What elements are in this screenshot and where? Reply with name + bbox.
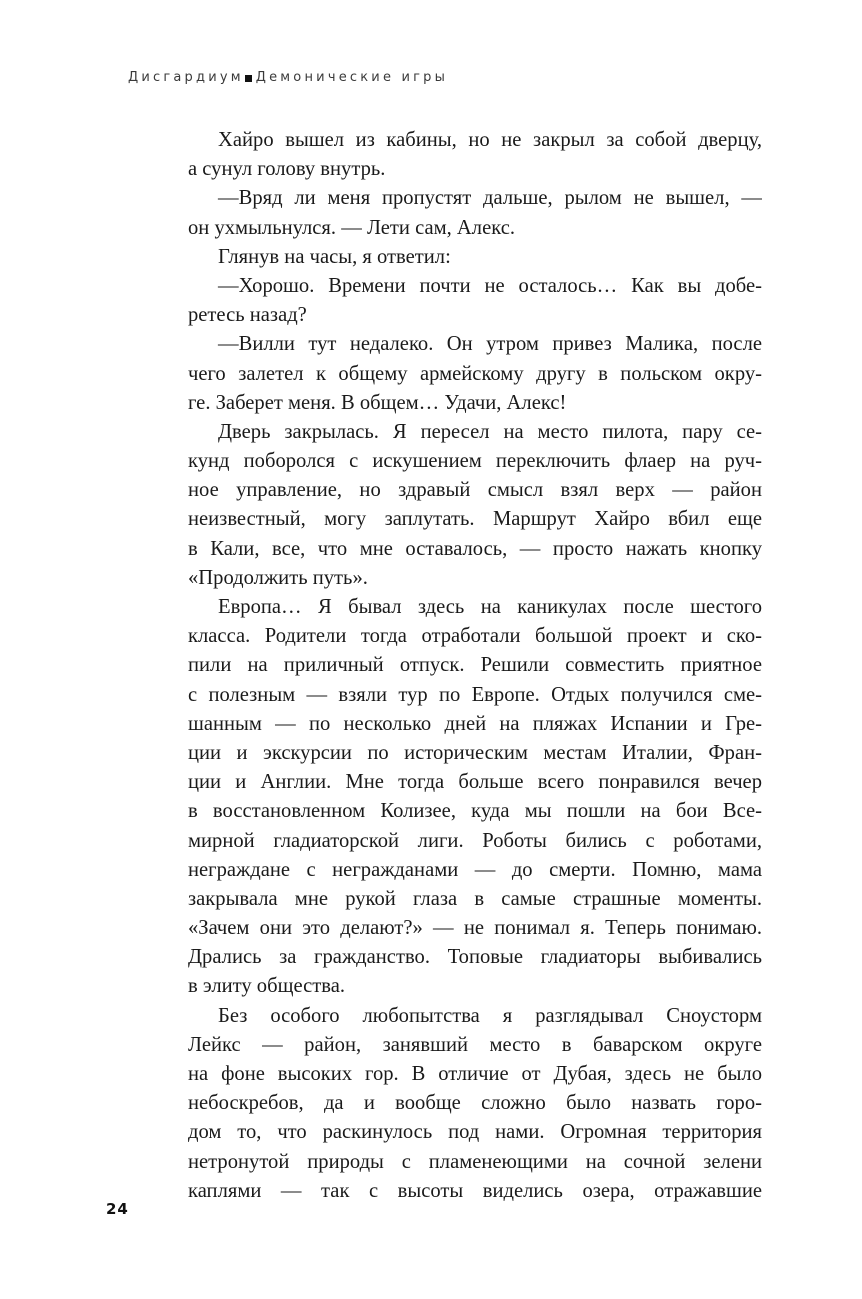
text-line: Дверь закрылась. Я пересел на место пилота, пару се- <box>218 420 762 443</box>
text-line: закрывала мне рукой глаза в самые страшные моменты. <box>188 887 762 910</box>
page-body-text <box>188 126 762 1206</box>
text-line: в элиту общества. <box>188 975 345 998</box>
text-line: —Хорошо. Времени почти не осталось… Как вы добе- <box>218 274 762 297</box>
text-line: ное управление, но здравый смысл взял верх — район <box>188 479 762 502</box>
text-line: в Кали, все, что мне оставалось, — просто нажать кнопку <box>188 537 762 560</box>
text-line: класса. Родители тогда отработали большой проект и ско- <box>188 625 762 648</box>
text-line: чего залетел к общему армейскому другу в польском окру- <box>188 362 762 385</box>
text-line: на фоне высоких гор. В отличие от Дубая, здесь не было <box>188 1063 762 1085</box>
text-line: неизвестный, могу заплутать. Маршрут Хайро вбил еще <box>188 508 762 531</box>
text-line: ции и Англии. Мне тогда больше всего понравился вечер <box>188 771 762 794</box>
text-line: «Зачем они это делают?» — не понимал я. Теперь понимаю. <box>188 917 762 940</box>
header-book-title: Демонические игры <box>255 70 449 85</box>
text-line: дом то, что раскинулось под нами. Огромная территория <box>188 1121 762 1144</box>
running-header <box>128 70 448 85</box>
text-line: Хайро вышел из кабины, но не закрыл за собой дверцу, <box>218 129 762 151</box>
text-line: —Вряд ли меня пропустят дальше, рылом не вышел, — <box>218 187 762 210</box>
text-line: Без особого любопытства я разглядывал Сноусторм <box>218 1004 762 1027</box>
text-line: небоскребов, да и вообще сложно было назвать горо- <box>188 1092 762 1115</box>
text-line: Глянув на часы, я ответил: <box>218 245 451 268</box>
text-line: мирной гладиаторской лиги. Роботы бились с роботами, <box>188 829 762 852</box>
text-line: Европа… Я бывал здесь на каникулах после шестого <box>218 596 762 618</box>
text-line: в восстановленном Колизее, куда мы пошли на бои Все- <box>188 800 762 823</box>
text-line: неграждане с негражданами — до смерти. Помню, мама <box>188 858 762 881</box>
text-line: —Вилли тут недалеко. Он утром привез Малика, после <box>218 333 762 356</box>
text-line: он ухмыльнулся. — Лети сам, Алекс. <box>188 216 516 239</box>
text-line: а сунул голову внутрь. <box>188 158 386 181</box>
text-line: шанным — по несколько дней на пляжах Испании и Гре- <box>188 712 762 735</box>
text-line: каплями — так с высоты виделись озера, отражавшие <box>188 1179 762 1202</box>
header-separator-square <box>245 75 252 82</box>
header-series-title: Дисгардиум <box>128 70 244 85</box>
text-line: ге. Заберет меня. В общем… Удачи, Алекс! <box>188 391 567 414</box>
text-line: нетронутой природы с пламенеющими на сочной зелени <box>188 1150 762 1173</box>
text-line: ретесь назад? <box>188 304 307 327</box>
text-line: ции и экскурсии по историческим местам Италии, Фран- <box>188 741 762 764</box>
text-line: «Продолжить путь». <box>188 566 368 589</box>
page-number: 24 <box>106 1200 129 1218</box>
text-line: кунд поборолся с искушением переключить флаер на руч- <box>188 450 762 473</box>
text-line: с полезным — взяли тур по Европе. Отдых получился сме- <box>188 683 762 706</box>
text-line: Дрались за гражданство. Топовые гладиаторы выбивались <box>188 946 762 969</box>
text-line: пили на приличный отпуск. Решили совместить приятное <box>188 654 762 677</box>
text-line: Лейкс — район, занявший место в баварском округе <box>188 1033 762 1056</box>
